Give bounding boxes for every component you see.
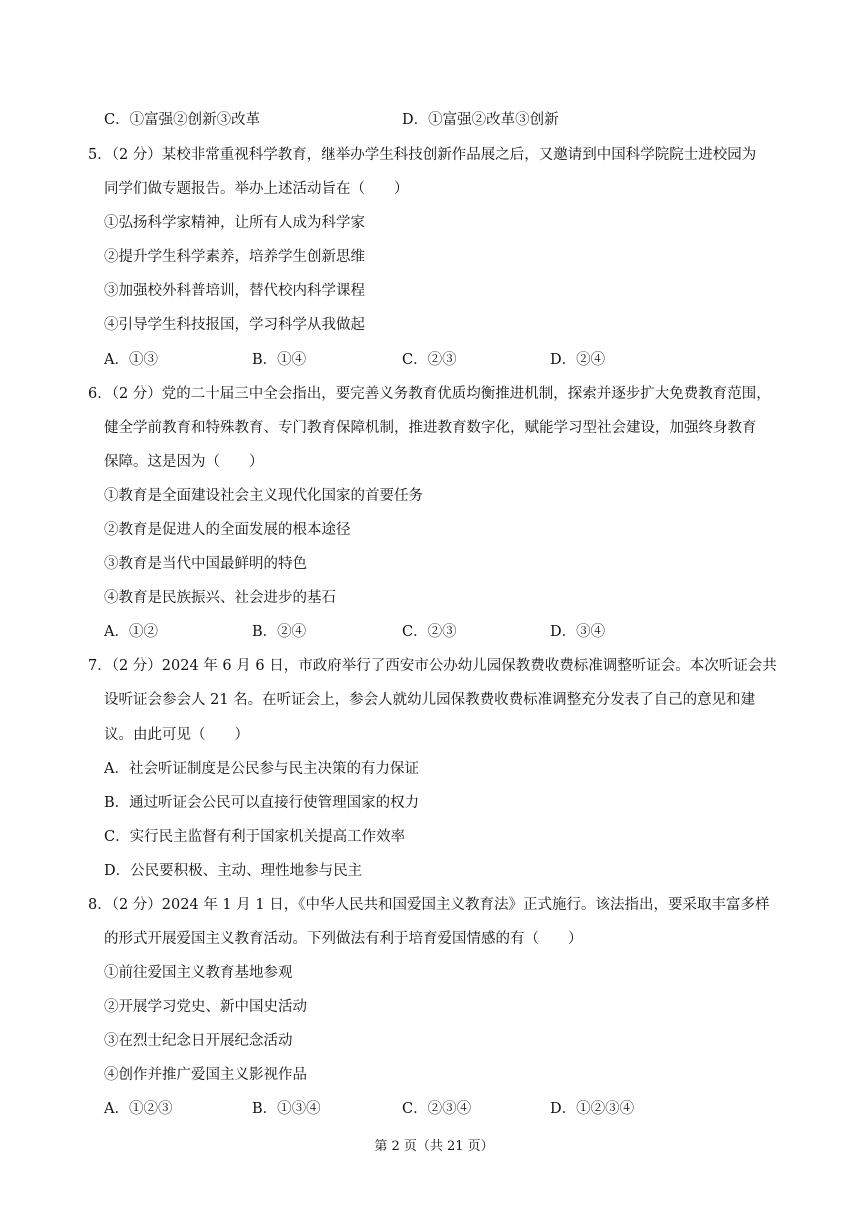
q8-item-1: ①前往爱国主义教育基地参观 <box>104 965 293 981</box>
q6-item-3: ③教育是当代中国最鲜明的特色 <box>104 556 307 572</box>
q8-option-b: B．①③④ <box>252 1101 321 1117</box>
q5-option-c: C．②③ <box>402 352 457 368</box>
q7-stem-line1: 7．（2 分）2024 年 6 月 6 日，市政府举行了西安市公办幼儿园保教费收费标准调整听证会。本次听证会共 <box>88 658 777 674</box>
q5-item-4: ④引导学生科技报国，学习科学从我做起 <box>104 317 365 333</box>
q8-stem-line2: 的形式开展爱国主义教育活动。下列做法有利于培育爱国情感的有（ ） <box>104 931 583 947</box>
q6-item-1: ①教育是全面建设社会主义现代化国家的首要任务 <box>104 488 423 504</box>
q6-option-a: A．①② <box>104 624 158 640</box>
q8-stem-line1: 8．（2 分）2024 年 1 月 1 日，《中华人民共和国爱国主义教育法》正式施行。该法指出，要采取丰富多样 <box>88 897 770 913</box>
q8-item-3: ③在烈士纪念日开展纪念活动 <box>104 1033 293 1049</box>
q5-stem-line2: 同学们做专题报告。举办上述活动旨在（ ） <box>104 181 409 197</box>
q6-item-2: ②教育是促进人的全面发展的根本途径 <box>104 522 351 538</box>
q8-item-2: ②开展学习党史、新中国史活动 <box>104 999 307 1015</box>
q7-option-d: D．公民要积极、主动、理性地参与民主 <box>104 863 363 879</box>
q7-stem-line2: 设听证会参会人 21 名。在听证会上，参会人就幼儿园保教费收费标准调整充分发表了自己的意见和建 <box>104 692 756 708</box>
q6-stem-line2: 健全学前教育和特殊教育、专门教育保障机制，推进教育数字化，赋能学习型社会建设，加强终身教育 <box>104 420 757 436</box>
q5-item-3: ③加强校外科普培训，替代校内科学课程 <box>104 283 365 299</box>
q5-item-2: ②提升学生科学素养，培养学生创新思维 <box>104 249 365 265</box>
q6-stem-line3: 保障。这是因为（ ） <box>104 454 264 470</box>
q8-item-4: ④创作并推广爱国主义影视作品 <box>104 1067 307 1083</box>
q4-option-d: D．①富强②改革③创新 <box>402 112 559 128</box>
q6-option-d: D．③④ <box>550 624 606 640</box>
q8-option-d: D．①②③④ <box>550 1101 635 1117</box>
q5-option-d: D．②④ <box>550 352 606 368</box>
q5-option-b: B．①④ <box>252 352 307 368</box>
q6-item-4: ④教育是民族振兴、社会进步的基石 <box>104 590 336 606</box>
q5-option-a: A．①③ <box>104 352 158 368</box>
q5-item-1: ①弘扬科学家精神，让所有人成为科学家 <box>104 215 365 231</box>
q4-option-c: C．①富强②创新③改革 <box>104 112 261 128</box>
q8-option-a: A．①②③ <box>104 1101 173 1117</box>
q8-option-c: C．②③④ <box>402 1101 472 1117</box>
q7-stem-line3: 议。由此可见（ ） <box>104 727 249 743</box>
q6-option-b: B．②④ <box>252 624 307 640</box>
q7-option-a: A．社会听证制度是公民参与民主决策的有力保证 <box>104 761 419 777</box>
page-footer: 第 2 页（共 21 页） <box>374 1139 494 1154</box>
q6-option-c: C．②③ <box>402 624 457 640</box>
q6-stem-line1: 6．（2 分）党的二十届三中全会指出，要完善义务教育优质均衡推进机制，探索并逐步扩大免费教育范围， <box>88 386 771 402</box>
q5-stem-line1: 5．（2 分）某校非常重视科学教育，继举办学生科技创新作品展之后，又邀请到中国科学院院士进校园为 <box>88 147 757 163</box>
q7-option-b: B．通过听证会公民可以直接行使管理国家的权力 <box>104 795 420 811</box>
q7-option-c: C．实行民主监督有利于国家机关提高工作效率 <box>104 829 406 845</box>
